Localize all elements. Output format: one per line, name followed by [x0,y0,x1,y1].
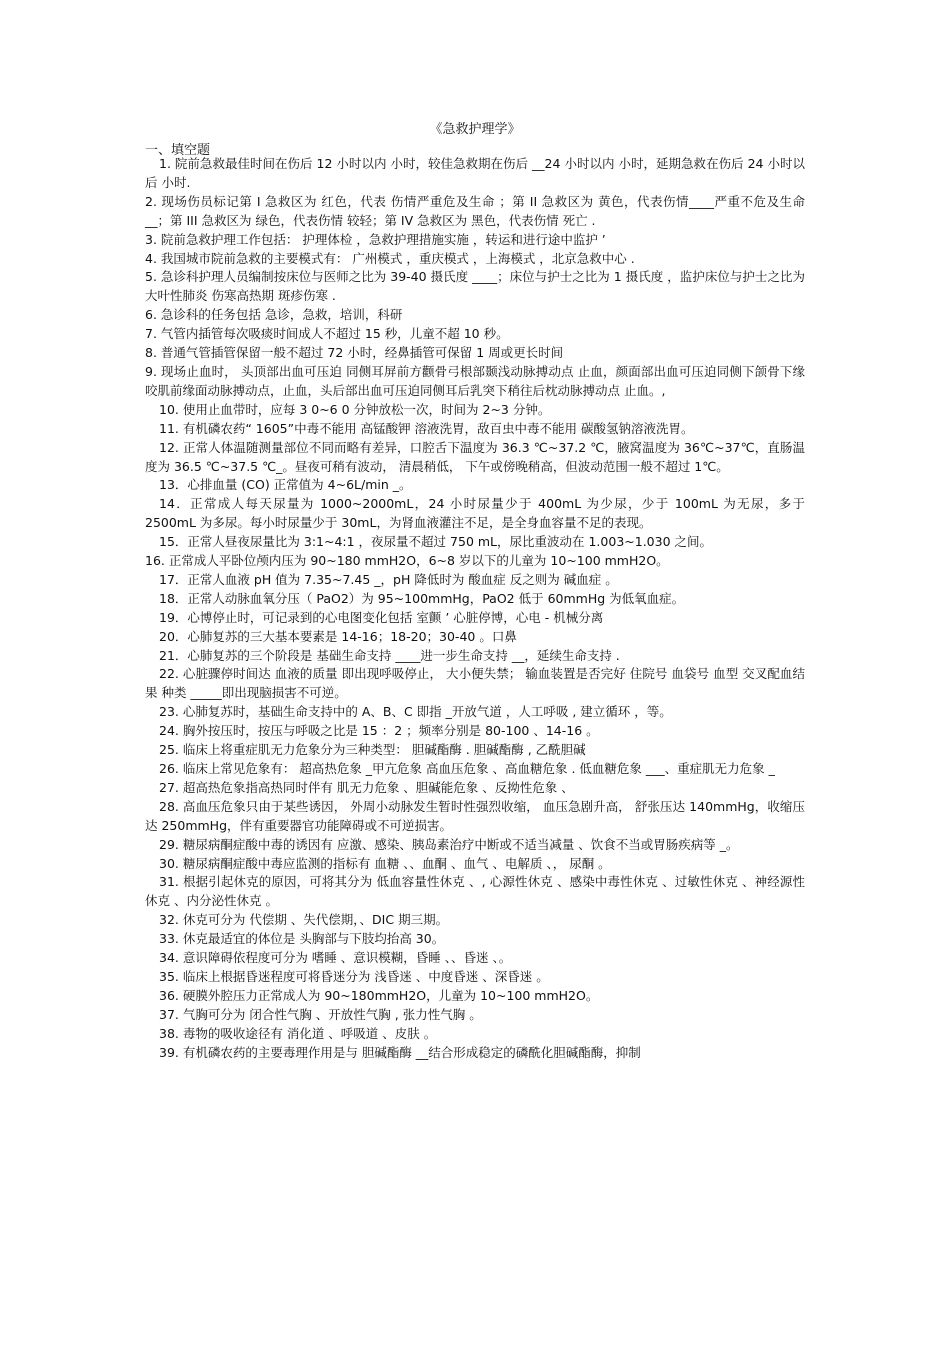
question-item: 11. 有机磷农药“ 1605”中毒不能用 高锰酸钾 溶液洗胃，敌百虫中毒不能用 碳酸氢钠溶液洗胃。 [159,420,694,436]
question-item: 26. 临床上常见危象有： 超高热危象 _甲亢危象 高血压危象 、高血糖危象 . 低血糖危象 ___、重症肌无力危象 _ [159,761,775,776]
question-item: 20．心肺复苏的三大基本要素是 14-16；18-20；30-40 。口鼻 [159,628,517,644]
question-item: 22. 心脏骤停时间达 血液的质量 即出现呼吸停止， 大小便失禁； 输血装置是否完好 住院号 血袋号 血型 交叉配血结果 种类 _____即出现脑损害不可逆。 [145,666,805,701]
question-item: 5. 急诊科护理人员编制按床位与医师之比为 39-40 摄氏度 ____；床位与护士之比为 1 摄氏度 ，监护床位与护士之比为 大叶性肺炎 伤寒高热期 斑疹伤寒 . [145,269,805,304]
question-item: 29. 糖尿病酮症酸中毒的诱因有 应激、感染、胰岛素治疗中断或不适当减量 、饮食不当或胃肠疾病等 _。 [159,836,739,852]
question-item: 25. 临床上将重症肌无力危象分为三种类型： 胆碱酯酶 . 胆碱酯酶 , 乙酰胆碱 [159,742,586,758]
question-item: 32. 休克可分为 代偿期 、失代偿期，、DIC 期三期。 [159,912,449,928]
section-heading: 一、填空题 [145,143,211,158]
question-item: 39. 有机磷农药的主要毒理作用是与 胆碱酯酶 __结合形成稳定的磷酰化胆碱酯酶，抑制 [159,1044,641,1060]
document-title: 《急救护理学》 [429,122,521,137]
question-item: 31. 根据引起休克的原因，可将其分为 低血容量性休克 、, 心源性休克 、感染中毒性休克 、过敏性休克 、神经源性休克 、内分泌性休克 。 [145,874,805,909]
question-item: 17．正常人血液 pH 值为 7.35~7.45 _，pH 降低时为 酸血症 反之则为 碱血症 。 [159,571,618,587]
question-item: 37. 气胸可分为 闭合性气胸 、开放性气胸 , 张力性气胸 。 [159,1006,482,1022]
question-item: 7. 气管内插管每次吸痰时间成人不超过 15 秒，儿童不超 10 秒。 [145,326,509,342]
question-item: 23. 心肺复苏时，基础生命支持中的 A、B、C 即指 _开放气道 ，人工呼吸 , 建立循环 ，等。 [159,704,672,720]
question-item: 38. 毒物的吸收途径有 消化道 、呼吸道 、皮肤 。 [159,1025,437,1041]
question-item: 8. 普通气管插管保留一般不超过 72 小时，经鼻插管可保留 1 周或更长时间 [145,345,564,361]
question-item: 14．正常成人每天尿量为 1000~2000mL，24 小时尿量少于 400mL 为少尿，少于 100mL 为无尿，多于 2500mL 为多尿。每小时尿量少于 30mL，为肾血液灌注不足，是全身血容量不足的表现。 [145,496,805,531]
question-item: 6. 急诊科的任务包括 急诊，急救，培训，科研 [145,307,403,323]
question-item: 24. 胸外按压时，按压与呼吸之比是 15 ：2 ；频率分别是 80-100 、14-16 。 [159,723,599,739]
question-item: 4. 我国城市院前急救的主要模式有： 广州模式 ，重庆模式 ，上海模式 ，北京急救中心 . [145,250,635,266]
question-item: 30. 糖尿病酮症酸中毒应监测的指标有 血糖 、、血酮 、血气 、电解质 、， 尿酮 。 [159,855,611,871]
question-item: 33. 休克最适宜的体位是 头胸部与下肢均抬高 30。 [159,931,445,947]
question-item: 18．正常人动脉血氧分压（ PaO2）为 95~100mmHg，PaO2 低于 60mmHg 为低氧血症。 [159,590,685,606]
question-item: 1. 院前急救最佳时间在伤后 12 小时以内 小时，较佳急救期在伤后 __24 小时以内 小时，延期急救在伤后 24 小时以后 小时. [145,156,805,190]
question-item: 19．心博停止时，可记录到的心电图变化包括 室颤 ’ 心脏停博，心电 - 机械分离 [159,609,604,625]
question-item: 36. 硬膜外腔压力正常成人为 90~180mmH2O，儿童为 10~100 mmH2O。 [159,987,599,1003]
question-item: 13．心排血量 (CO) 正常值为 4~6L/min _。 [159,477,412,493]
question-item: 35. 临床上根据昏迷程度可将昏迷分为 浅昏迷 、中度昏迷 、深昏迷 。 [159,968,549,984]
question-item: 21．心肺复苏的三个阶段是 基础生命支持 ____进一步生命支持 __，延续生命支持 . [159,647,620,663]
question-item: 27. 超高热危象指高热同时伴有 肌无力危象 、胆碱能危象 、反拗性危象 、 [159,779,574,795]
question-item: 10. 使用止血带时，应每 3 0~6 0 分钟放松一次，时间为 2~3 分钟。 [159,401,551,417]
question-item: 28. 高血压危象只由于某些诱因， 外周小动脉发生暂时性强烈收缩， 血压急剧升高， 舒张压达 140mmHg，收缩压达 250mmHg，伴有重要器官功能障碍或不可逆损害。 [145,798,805,833]
question-item: 3. 院前急救护理工作包括： 护理体检 ，急救护理措施实施 ，转运和进行途中监护 ’ [145,231,606,247]
question-item: 2. 现场伤员标记第 I 急救区为 红色，代表 伤情严重危及生命 ；第 II 急救区为 黄色，代表伤情____严重不危及生命 __；第 III 急救区为 绿色，代表伤情 较轻；第 IV 急救区为 黑色，代表伤情 死亡 . [145,193,805,228]
question-item: 9. 现场止血时， 头顶部出血可压迫 同侧耳屏前方颧骨弓根部颞浅动脉搏动点 止血，颜面部出血可压迫同侧下颌骨下缘咬肌前缘面动脉搏动点，止血，头后部出血可压迫同侧耳后乳突下稍往后枕动脉搏动点 止血。, [145,363,805,398]
question-item: 34. 意识障碍依程度可分为 嗜睡 、意识模糊，昏睡 、、昏迷 、。 [159,950,512,966]
question-item: 15．正常人昼夜尿量比为 3:1~4:1 ，夜尿量不超过 750 mL，尿比重波动在 1.003~1.030 之间。 [159,534,712,550]
question-list [145,155,805,1063]
question-item: 16. 正常成人平卧位颅内压为 90~180 mmH2O，6~8 岁以下的儿童为 10~100 mmH2O。 [145,553,669,569]
question-item: 12. 正常人体温随测量部位不同而略有差异，口腔舌下温度为 36.3 ℃~37.2 ℃，腋窝温度为 36℃~37℃，直肠温度为 36.5 ℃~37.5 ℃_。昼夜可稍有波动， 清晨稍低， 下午或傍晚稍高，但波动范围一般不超过 1℃。 [145,439,805,474]
